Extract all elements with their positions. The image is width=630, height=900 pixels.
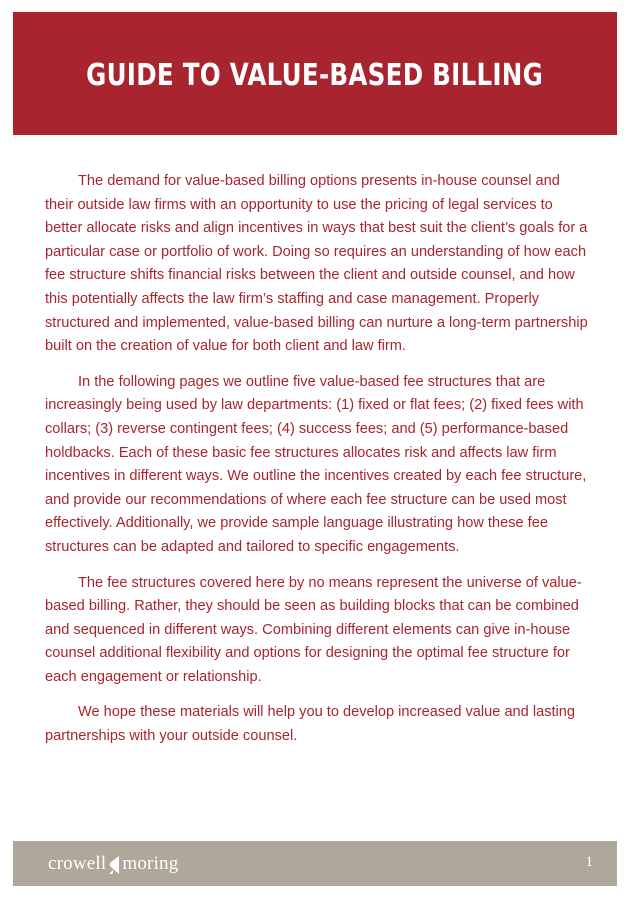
logo-text-crowell: crowell: [48, 853, 107, 874]
logo-text-moring: moring: [122, 853, 179, 874]
paragraph-building-blocks: The fee structures covered here by no means represent the universe of value-based billing. Rather, they should be seen as building blocks that can be combined and sequenced in different ways. Combining different elements can give in-house counsel additional flexibility and options for designing the optimal fee structure for each engagement or relationship.: [45, 574, 582, 685]
page-title: GUIDE TO VALUE-BASED BILLING: [86, 57, 544, 93]
paragraph-fee-structures: In the following pages we outline five value-based fee structures that are increasingly being used by law departments: (1) fixed or flat fees; (2) fixed fees with collars; (3) reverse contingent fees; (4) success fees; and (5) performance-based holdbacks. Each of these basic fee structures allocates risk and affects law firm incentives in different ways. We outline the incentives created by each fee structure, and provide our recommendations of where each fee structure can be used most effectively. Additionally, we provide sample language illustrating how these fee structures can be adapted and tailored to specific engagements.: [45, 373, 587, 555]
page-number: 1: [585, 854, 593, 870]
crowell-moring-logo: [48, 851, 178, 877]
crowell-moring-mark-icon: [107, 854, 121, 876]
footer-bar: [13, 841, 617, 886]
body-text: [45, 170, 590, 761]
paragraph-closing: We hope these materials will help you to develop increased value and lasting partnerships with your outside counsel.: [45, 704, 576, 745]
title-banner: [13, 12, 617, 135]
paragraph-intro: The demand for value-based billing options presents in-house counsel and their outside law firms with an opportunity to use the pricing of legal services to better allocate risks and align incentives in ways that best suit the client’s goals for a particular case or portfolio of work. Doing so requires an understanding of how each fee structure shifts financial risks between the client and outside counsel, and how this potentially affects the law firm’s staffing and case management. Properly structured and implemented, value-based billing can nurture a long-term partnership built on the creation of value for both client and law firm.: [45, 173, 588, 355]
